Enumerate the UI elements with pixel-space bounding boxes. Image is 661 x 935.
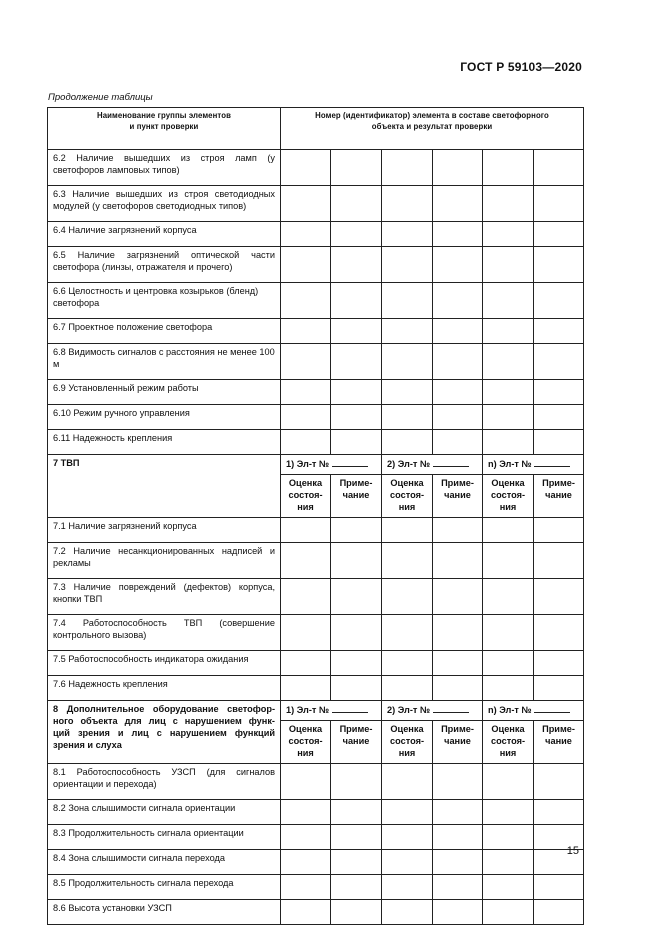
text-line: 8.6 Высота установки УЗСП — [53, 903, 172, 913]
text-line: 6.10 Режим ручного управления — [53, 408, 190, 418]
check-item-label — [48, 186, 281, 222]
condition-assessment-header — [483, 475, 534, 518]
result-cell[interactable] — [483, 676, 534, 701]
result-cell[interactable] — [433, 651, 483, 676]
text-line: 7.2 Наличие несанкционированных надписей и — [53, 546, 275, 556]
section-title — [48, 701, 281, 764]
check-item-label — [48, 543, 281, 579]
text-line: ций зрения и лиц с нарушением функций — [53, 728, 275, 738]
result-cell[interactable] — [483, 283, 534, 319]
result-cell[interactable] — [483, 247, 534, 283]
result-cell[interactable] — [382, 579, 433, 615]
text-line: 6.2 Наличие вышедших из строя ламп (у — [53, 153, 275, 163]
header-text: объекта и результат проверки — [371, 122, 493, 131]
result-cell[interactable] — [281, 405, 331, 430]
result-cell[interactable] — [534, 150, 584, 186]
result-cell[interactable] — [433, 875, 483, 900]
result-cell[interactable] — [433, 579, 483, 615]
table-row — [48, 150, 584, 186]
subheader-text: Оценка — [390, 478, 424, 488]
result-cell[interactable] — [534, 405, 584, 430]
result-cell[interactable] — [483, 186, 534, 222]
table-header-row — [48, 108, 584, 150]
result-cell[interactable] — [534, 518, 584, 543]
result-cell[interactable] — [483, 405, 534, 430]
element-number-cell[interactable] — [483, 701, 584, 721]
table-row — [48, 651, 584, 676]
result-cell[interactable] — [534, 615, 584, 651]
result-cell[interactable] — [382, 850, 433, 875]
subheader-text: чание — [342, 490, 370, 500]
result-cell[interactable] — [281, 850, 331, 875]
result-cell[interactable] — [534, 319, 584, 344]
result-cell[interactable] — [483, 344, 534, 380]
text-line: 7.5 Работоспособность индикатора ожидания — [53, 654, 249, 664]
result-cell[interactable] — [433, 800, 483, 825]
element-number-label: n) Эл-т № — [488, 459, 532, 469]
condition-assessment-header — [281, 475, 331, 518]
result-cell[interactable] — [331, 430, 382, 455]
result-cell[interactable] — [281, 283, 331, 319]
result-cell[interactable] — [382, 800, 433, 825]
subheader-text: Оценка — [491, 724, 525, 734]
text-line: 8.3 Продолжительность сигнала ориентации — [53, 828, 244, 838]
element-number-label: 1) Эл-т № — [286, 705, 330, 715]
result-cell[interactable] — [331, 615, 382, 651]
check-item-label — [48, 344, 281, 380]
result-cell[interactable] — [483, 825, 534, 850]
result-cell[interactable] — [382, 222, 433, 247]
result-cell[interactable] — [382, 247, 433, 283]
check-item-label — [48, 150, 281, 186]
text-line: 6.11 Надежность крепления — [53, 433, 173, 443]
inspection-table — [47, 107, 584, 925]
result-cell[interactable] — [534, 676, 584, 701]
result-cell[interactable] — [281, 651, 331, 676]
check-item-label — [48, 380, 281, 405]
result-cell[interactable] — [483, 543, 534, 579]
text-line: 6.8 Видимость сигналов с расстояния не менее 100 м — [53, 347, 275, 369]
element-number-cell[interactable] — [382, 701, 483, 721]
subheader-text: ния — [398, 502, 416, 512]
result-cell[interactable] — [483, 518, 534, 543]
subheader-text: ния — [297, 502, 314, 512]
result-cell[interactable] — [382, 380, 433, 405]
table-row — [48, 543, 584, 579]
result-cell[interactable] — [483, 579, 534, 615]
header-text: Номер (идентификатор) элемента в составе светофорного — [315, 111, 549, 120]
element-number-cell[interactable] — [281, 701, 382, 721]
text-line: 6.4 Наличие загрязнений корпуса — [53, 225, 197, 235]
result-cell[interactable] — [331, 579, 382, 615]
note-header — [534, 475, 584, 518]
result-cell[interactable] — [382, 186, 433, 222]
check-item-label — [48, 518, 281, 543]
result-cell[interactable] — [331, 875, 382, 900]
result-cell[interactable] — [281, 543, 331, 579]
subheader-text: состоя- — [390, 736, 424, 746]
table-row — [48, 615, 584, 651]
text-line: 7.6 Надежность крепления — [53, 679, 168, 689]
result-cell[interactable] — [382, 518, 433, 543]
check-item-label — [48, 222, 281, 247]
fill-in-line — [433, 457, 469, 467]
text-line: кнопки ТВП — [53, 594, 103, 604]
result-cell[interactable] — [433, 283, 483, 319]
text-line: рекламы — [53, 558, 91, 568]
section-header-row — [48, 701, 584, 721]
result-cell[interactable] — [281, 615, 331, 651]
result-cell[interactable] — [433, 319, 483, 344]
subheader-text: Приме- — [339, 724, 373, 734]
result-cell[interactable] — [382, 825, 433, 850]
result-cell[interactable] — [534, 800, 584, 825]
table-row — [48, 900, 584, 925]
element-number-label: 2) Эл-т № — [387, 705, 431, 715]
subheader-text: Приме- — [339, 478, 373, 488]
text-line: светофора (линзы, отражателя и прочего) — [53, 262, 233, 272]
result-cell[interactable] — [433, 676, 483, 701]
check-item-label — [48, 579, 281, 615]
text-line: светофоров ламповых типов) — [53, 165, 180, 175]
subheader-text: Приме- — [441, 478, 474, 488]
result-cell[interactable] — [281, 900, 331, 925]
check-item-label — [48, 319, 281, 344]
text-line: 6.5 Наличие загрязнений оптической части — [53, 250, 275, 260]
table-row — [48, 247, 584, 283]
text-line: 8.2 Зона слышимости сигнала ориентации — [53, 803, 236, 813]
result-cell[interactable] — [382, 150, 433, 186]
result-cell[interactable] — [382, 651, 433, 676]
result-cell[interactable] — [433, 344, 483, 380]
result-cell[interactable] — [483, 651, 534, 676]
result-cell[interactable] — [483, 615, 534, 651]
table-row — [48, 850, 584, 875]
result-cell[interactable] — [483, 800, 534, 825]
text-line: 7.1 Наличие загрязнений корпуса — [53, 521, 197, 531]
fill-in-line — [332, 703, 368, 713]
result-cell[interactable] — [281, 430, 331, 455]
result-cell[interactable] — [331, 543, 382, 579]
result-cell[interactable] — [382, 283, 433, 319]
check-item-label — [48, 825, 281, 850]
subheader-text: Приме- — [542, 724, 575, 734]
result-cell[interactable] — [331, 850, 382, 875]
check-item-label — [48, 900, 281, 925]
result-cell[interactable] — [331, 676, 382, 701]
header-text: и пункт проверки — [129, 122, 199, 131]
result-cell[interactable] — [483, 150, 534, 186]
table-row — [48, 186, 584, 222]
result-cell[interactable] — [281, 247, 331, 283]
result-cell[interactable] — [534, 430, 584, 455]
result-cell[interactable] — [382, 319, 433, 344]
result-cell[interactable] — [331, 222, 382, 247]
element-number-cell[interactable] — [281, 455, 382, 475]
table-row — [48, 405, 584, 430]
result-cell[interactable] — [433, 150, 483, 186]
result-cell[interactable] — [382, 875, 433, 900]
result-cell[interactable] — [281, 579, 331, 615]
subheader-text: чание — [342, 736, 370, 746]
subheader-text: чание — [545, 490, 572, 500]
text-line: контрольного вызова) — [53, 630, 147, 640]
result-cell[interactable] — [433, 380, 483, 405]
result-cell[interactable] — [281, 380, 331, 405]
result-cell[interactable] — [534, 579, 584, 615]
check-item-label — [48, 764, 281, 800]
subheader-text: Приме- — [441, 724, 474, 734]
text-line: модулей (у светофоров светодиодных типов) — [53, 201, 247, 211]
result-cell[interactable] — [331, 283, 382, 319]
result-cell[interactable] — [433, 222, 483, 247]
subheader-text: ния — [297, 748, 314, 758]
result-cell[interactable] — [433, 430, 483, 455]
header-group-name — [48, 108, 281, 150]
result-cell[interactable] — [331, 186, 382, 222]
subheader-text: состоя- — [390, 490, 424, 500]
result-cell[interactable] — [331, 825, 382, 850]
element-number-cell[interactable] — [483, 455, 584, 475]
result-cell[interactable] — [331, 651, 382, 676]
result-cell[interactable] — [483, 900, 534, 925]
subheader-text: состоя- — [288, 736, 323, 746]
result-cell[interactable] — [534, 186, 584, 222]
text-line: 8.5 Продолжительность сигнала перехода — [53, 878, 234, 888]
condition-assessment-header — [382, 475, 433, 518]
result-cell[interactable] — [382, 344, 433, 380]
result-cell[interactable] — [281, 764, 331, 800]
check-item-label — [48, 651, 281, 676]
subheader-text: чание — [444, 736, 471, 746]
result-cell[interactable] — [331, 380, 382, 405]
result-cell[interactable] — [483, 850, 534, 875]
table-row — [48, 800, 584, 825]
element-number-label: 2) Эл-т № — [387, 459, 431, 469]
element-number-label: n) Эл-т № — [488, 705, 532, 715]
result-cell[interactable] — [534, 222, 584, 247]
condition-assessment-header — [382, 721, 433, 764]
subheader-text: чание — [444, 490, 471, 500]
subheader-text: состоя- — [491, 736, 525, 746]
result-cell[interactable] — [331, 319, 382, 344]
table-row — [48, 825, 584, 850]
section-title — [48, 455, 281, 518]
result-cell[interactable] — [483, 380, 534, 405]
text-line: ного объекта для лиц с нарушением функ- — [53, 716, 275, 726]
result-cell[interactable] — [534, 247, 584, 283]
table-row — [48, 380, 584, 405]
check-item-label — [48, 405, 281, 430]
result-cell[interactable] — [331, 518, 382, 543]
result-cell[interactable] — [433, 615, 483, 651]
check-item-label — [48, 430, 281, 455]
result-cell[interactable] — [433, 764, 483, 800]
fill-in-line — [534, 703, 570, 713]
text-line: 6.3 Наличие вышедших из строя светодиодных — [53, 189, 275, 199]
subheader-text: ния — [499, 502, 517, 512]
result-cell[interactable] — [382, 430, 433, 455]
note-header — [331, 721, 382, 764]
result-cell[interactable] — [382, 764, 433, 800]
condition-assessment-header — [483, 721, 534, 764]
text-line: ориентации и перехода) — [53, 779, 157, 789]
table-row — [48, 579, 584, 615]
standard-code: ГОСТ Р 59103—2020 — [460, 60, 582, 74]
result-cell[interactable] — [534, 283, 584, 319]
result-cell[interactable] — [534, 764, 584, 800]
check-item-label — [48, 676, 281, 701]
result-cell[interactable] — [281, 186, 331, 222]
result-cell[interactable] — [281, 344, 331, 380]
table-row — [48, 676, 584, 701]
subheader-text: Оценка — [288, 724, 323, 734]
result-cell[interactable] — [483, 319, 534, 344]
table-row — [48, 764, 584, 800]
result-cell[interactable] — [534, 875, 584, 900]
header-element-number — [281, 108, 584, 150]
result-cell[interactable] — [534, 900, 584, 925]
table-row — [48, 319, 584, 344]
subheader-text: состоя- — [491, 490, 525, 500]
result-cell[interactable] — [331, 900, 382, 925]
fill-in-line — [332, 457, 368, 467]
table-row — [48, 344, 584, 380]
result-cell[interactable] — [382, 900, 433, 925]
result-cell[interactable] — [382, 543, 433, 579]
subheader-text: состоя- — [288, 490, 323, 500]
note-header — [331, 475, 382, 518]
table-row — [48, 518, 584, 543]
result-cell[interactable] — [331, 247, 382, 283]
check-item-label — [48, 247, 281, 283]
section-header-row — [48, 455, 584, 475]
result-cell[interactable] — [331, 764, 382, 800]
check-item-label — [48, 850, 281, 875]
result-cell[interactable] — [534, 543, 584, 579]
condition-assessment-header — [281, 721, 331, 764]
text-line: 6.7 Проектное положение светофора — [53, 322, 213, 332]
result-cell[interactable] — [433, 247, 483, 283]
header-text: Наименование группы элементов — [96, 111, 232, 120]
text-line: 7 ТВП — [53, 458, 80, 468]
result-cell[interactable] — [382, 615, 433, 651]
result-cell[interactable] — [483, 875, 534, 900]
result-cell[interactable] — [331, 344, 382, 380]
result-cell[interactable] — [331, 800, 382, 825]
note-header — [433, 475, 483, 518]
text-line: 8.4 Зона слышимости сигнала перехода — [53, 853, 225, 863]
result-cell[interactable] — [433, 543, 483, 579]
result-cell[interactable] — [433, 850, 483, 875]
table-row — [48, 222, 584, 247]
result-cell[interactable] — [281, 319, 331, 344]
result-cell[interactable] — [433, 518, 483, 543]
text-line: 8 Дополнительное оборудование светофор- — [53, 704, 275, 714]
result-cell[interactable] — [281, 518, 331, 543]
result-cell[interactable] — [534, 344, 584, 380]
result-cell[interactable] — [483, 222, 534, 247]
check-item-label — [48, 800, 281, 825]
text-line: 7.3 Наличие повреждений (дефектов) корпуса, — [53, 582, 275, 592]
result-cell[interactable] — [331, 405, 382, 430]
check-item-label — [48, 283, 281, 319]
note-header — [433, 721, 483, 764]
result-cell[interactable] — [433, 186, 483, 222]
result-cell[interactable] — [331, 150, 382, 186]
result-cell[interactable] — [281, 800, 331, 825]
page-number: 15 — [566, 845, 579, 857]
subheader-text: Приме- — [542, 478, 575, 488]
result-cell[interactable] — [483, 430, 534, 455]
text-line: 6.9 Установленный режим работы — [53, 383, 199, 393]
result-cell[interactable] — [382, 676, 433, 701]
result-cell[interactable] — [534, 380, 584, 405]
text-line: зрения и слуха — [53, 740, 122, 750]
table-row — [48, 283, 584, 319]
result-cell[interactable] — [534, 651, 584, 676]
element-number-label: 1) Эл-т № — [286, 459, 330, 469]
subheader-text: чание — [545, 736, 572, 746]
result-cell[interactable] — [281, 875, 331, 900]
result-cell[interactable] — [433, 405, 483, 430]
fill-in-line — [433, 703, 469, 713]
result-cell[interactable] — [483, 764, 534, 800]
subheader-text: ния — [398, 748, 416, 758]
check-item-label — [48, 875, 281, 900]
subheader-text: Оценка — [491, 478, 525, 488]
fill-in-line — [534, 457, 570, 467]
table-row — [48, 430, 584, 455]
text-line: 8.1 Работоспособность УЗСП (для сигналов — [53, 767, 275, 777]
subheader-text: Оценка — [288, 478, 323, 488]
element-number-cell[interactable] — [382, 455, 483, 475]
subheader-text: Оценка — [390, 724, 424, 734]
result-cell[interactable] — [281, 150, 331, 186]
result-cell[interactable] — [433, 900, 483, 925]
result-cell[interactable] — [281, 676, 331, 701]
result-cell[interactable] — [281, 825, 331, 850]
text-line: 6.6 Целостность и центровка козырьков (бленд) светофора — [53, 286, 259, 308]
table-row — [48, 875, 584, 900]
table-caption: Продолжение таблицы — [48, 92, 153, 103]
text-line: 7.4 Работоспособность ТВП (совершение — [53, 618, 275, 628]
note-header — [534, 721, 584, 764]
subheader-text: ния — [499, 748, 517, 758]
result-cell[interactable] — [433, 825, 483, 850]
result-cell[interactable] — [382, 405, 433, 430]
result-cell[interactable] — [281, 222, 331, 247]
check-item-label — [48, 615, 281, 651]
